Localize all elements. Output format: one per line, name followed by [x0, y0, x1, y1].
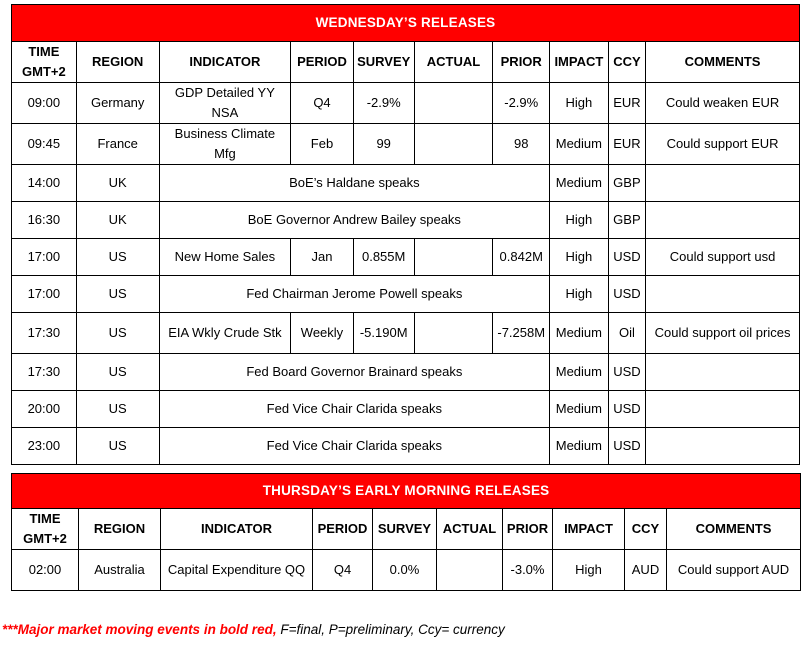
- header-region: REGION: [76, 42, 159, 83]
- header-impact: IMPACT: [553, 509, 625, 550]
- cell-time: 17:30: [12, 354, 77, 391]
- cell-ccy: USD: [608, 276, 645, 313]
- cell-indicator: EIA Wkly Crude Stk: [159, 313, 290, 354]
- cell-indicator: New Home Sales: [159, 239, 290, 276]
- thursday-title-banner: THURSDAY’S EARLY MORNING RELEASES: [12, 474, 801, 509]
- wednesday-releases-table: [11, 4, 800, 465]
- cell-impact: Medium: [550, 313, 609, 354]
- header-region: REGION: [79, 509, 161, 550]
- cell-ccy: USD: [608, 428, 645, 465]
- cell-impact: Medium: [550, 354, 609, 391]
- cell-indicator: BoE Governor Andrew Bailey speaks: [159, 202, 549, 239]
- cell-time: 23:00: [12, 428, 77, 465]
- cell-impact: Medium: [550, 391, 609, 428]
- cell-region: US: [76, 239, 159, 276]
- cell-comments: Could support AUD: [667, 550, 801, 591]
- header-time: TIME GMT+2: [12, 509, 79, 550]
- table-row: [12, 276, 800, 313]
- table-row: [12, 428, 800, 465]
- cell-prior: -3.0%: [503, 550, 553, 591]
- footnote: [2, 622, 505, 637]
- cell-region: Australia: [79, 550, 161, 591]
- cell-time: 16:30: [12, 202, 77, 239]
- cell-region: US: [76, 354, 159, 391]
- table-row: [12, 550, 801, 591]
- table-row: [12, 165, 800, 202]
- cell-region: US: [76, 276, 159, 313]
- cell-impact: Medium: [550, 124, 609, 165]
- header-time: TIME GMT+2: [12, 42, 77, 83]
- table-row: [12, 202, 800, 239]
- cell-survey: 0.0%: [373, 550, 437, 591]
- cell-region: France: [76, 124, 159, 165]
- cell-period: Q4: [291, 83, 354, 124]
- cell-region: US: [76, 428, 159, 465]
- cell-indicator: Fed Vice Chair Clarida speaks: [159, 391, 549, 428]
- header-actual: ACTUAL: [414, 42, 493, 83]
- table-row: [12, 124, 800, 165]
- cell-ccy: GBP: [608, 202, 645, 239]
- cell-indicator: Business Climate Mfg: [159, 124, 290, 165]
- cell-indicator: BoE’s Haldane speaks: [159, 165, 549, 202]
- cell-time: 17:00: [12, 276, 77, 313]
- cell-ccy: EUR: [608, 83, 645, 124]
- cell-ccy: EUR: [608, 124, 645, 165]
- cell-region: UK: [76, 165, 159, 202]
- table-row: [12, 239, 800, 276]
- table-row: [12, 313, 800, 354]
- cell-region: US: [76, 313, 159, 354]
- cell-comments: [646, 202, 800, 239]
- header-period: PERIOD: [313, 509, 373, 550]
- header-ccy: CCY: [625, 509, 667, 550]
- header-period: PERIOD: [291, 42, 354, 83]
- table-row: [12, 391, 800, 428]
- cell-time: 09:45: [12, 124, 77, 165]
- cell-indicator: Fed Board Governor Brainard speaks: [159, 354, 549, 391]
- header-prior: PRIOR: [493, 42, 550, 83]
- cell-ccy: USD: [608, 391, 645, 428]
- header-prior: PRIOR: [503, 509, 553, 550]
- cell-ccy: USD: [608, 239, 645, 276]
- cell-comments: [646, 391, 800, 428]
- cell-comments: [646, 165, 800, 202]
- header-row: [12, 509, 801, 550]
- cell-period: Feb: [291, 124, 354, 165]
- cell-time: 09:00: [12, 83, 77, 124]
- cell-indicator: Fed Chairman Jerome Powell speaks: [159, 276, 549, 313]
- cell-comments: [646, 276, 800, 313]
- cell-comments: Could weaken EUR: [646, 83, 800, 124]
- cell-region: UK: [76, 202, 159, 239]
- cell-actual: [414, 239, 493, 276]
- cell-ccy: GBP: [608, 165, 645, 202]
- header-impact: IMPACT: [550, 42, 609, 83]
- header-survey: SURVEY: [353, 42, 414, 83]
- table-row: [12, 354, 800, 391]
- thursday-releases-table: [11, 473, 801, 591]
- cell-time: 20:00: [12, 391, 77, 428]
- cell-actual: [437, 550, 503, 591]
- cell-actual: [414, 124, 493, 165]
- cell-prior: 98: [493, 124, 550, 165]
- cell-survey: -2.9%: [353, 83, 414, 124]
- cell-time: 17:00: [12, 239, 77, 276]
- cell-prior: -7.258M: [493, 313, 550, 354]
- header-survey: SURVEY: [373, 509, 437, 550]
- header-row: [12, 42, 800, 83]
- wednesday-title-banner: WEDNESDAY’S RELEASES: [12, 5, 800, 42]
- cell-ccy: AUD: [625, 550, 667, 591]
- table-row: [12, 83, 800, 124]
- cell-prior: -2.9%: [493, 83, 550, 124]
- header-actual: ACTUAL: [437, 509, 503, 550]
- cell-ccy: USD: [608, 354, 645, 391]
- cell-impact: High: [550, 276, 609, 313]
- cell-impact: High: [553, 550, 625, 591]
- header-ccy: CCY: [608, 42, 645, 83]
- cell-time: 17:30: [12, 313, 77, 354]
- cell-comments: Could support usd: [646, 239, 800, 276]
- cell-impact: Medium: [550, 165, 609, 202]
- cell-comments: Could support EUR: [646, 124, 800, 165]
- cell-time: 14:00: [12, 165, 77, 202]
- cell-period: Q4: [313, 550, 373, 591]
- footnote-legend: F=final, P=preliminary, Ccy= currency: [276, 622, 505, 637]
- cell-comments: Could support oil prices: [646, 313, 800, 354]
- header-comments: COMMENTS: [667, 509, 801, 550]
- cell-comments: [646, 428, 800, 465]
- cell-actual: [414, 83, 493, 124]
- cell-indicator: Capital Expenditure QQ: [161, 550, 313, 591]
- cell-indicator: GDP Detailed YY NSA: [159, 83, 290, 124]
- cell-impact: High: [550, 83, 609, 124]
- cell-time: 02:00: [12, 550, 79, 591]
- header-indicator: INDICATOR: [159, 42, 290, 83]
- footnote-major-events: ***Major market moving events in bold red,: [2, 622, 277, 637]
- header-comments: COMMENTS: [646, 42, 800, 83]
- cell-impact: Medium: [550, 428, 609, 465]
- cell-period: Weekly: [291, 313, 354, 354]
- cell-impact: High: [550, 202, 609, 239]
- cell-impact: High: [550, 239, 609, 276]
- cell-survey: 99: [353, 124, 414, 165]
- cell-indicator: Fed Vice Chair Clarida speaks: [159, 428, 549, 465]
- header-indicator: INDICATOR: [161, 509, 313, 550]
- cell-ccy: Oil: [608, 313, 645, 354]
- cell-region: Germany: [76, 83, 159, 124]
- cell-survey: 0.855M: [353, 239, 414, 276]
- cell-prior: 0.842M: [493, 239, 550, 276]
- cell-survey: -5.190M: [353, 313, 414, 354]
- cell-period: Jan: [291, 239, 354, 276]
- cell-comments: [646, 354, 800, 391]
- cell-region: US: [76, 391, 159, 428]
- cell-actual: [414, 313, 493, 354]
